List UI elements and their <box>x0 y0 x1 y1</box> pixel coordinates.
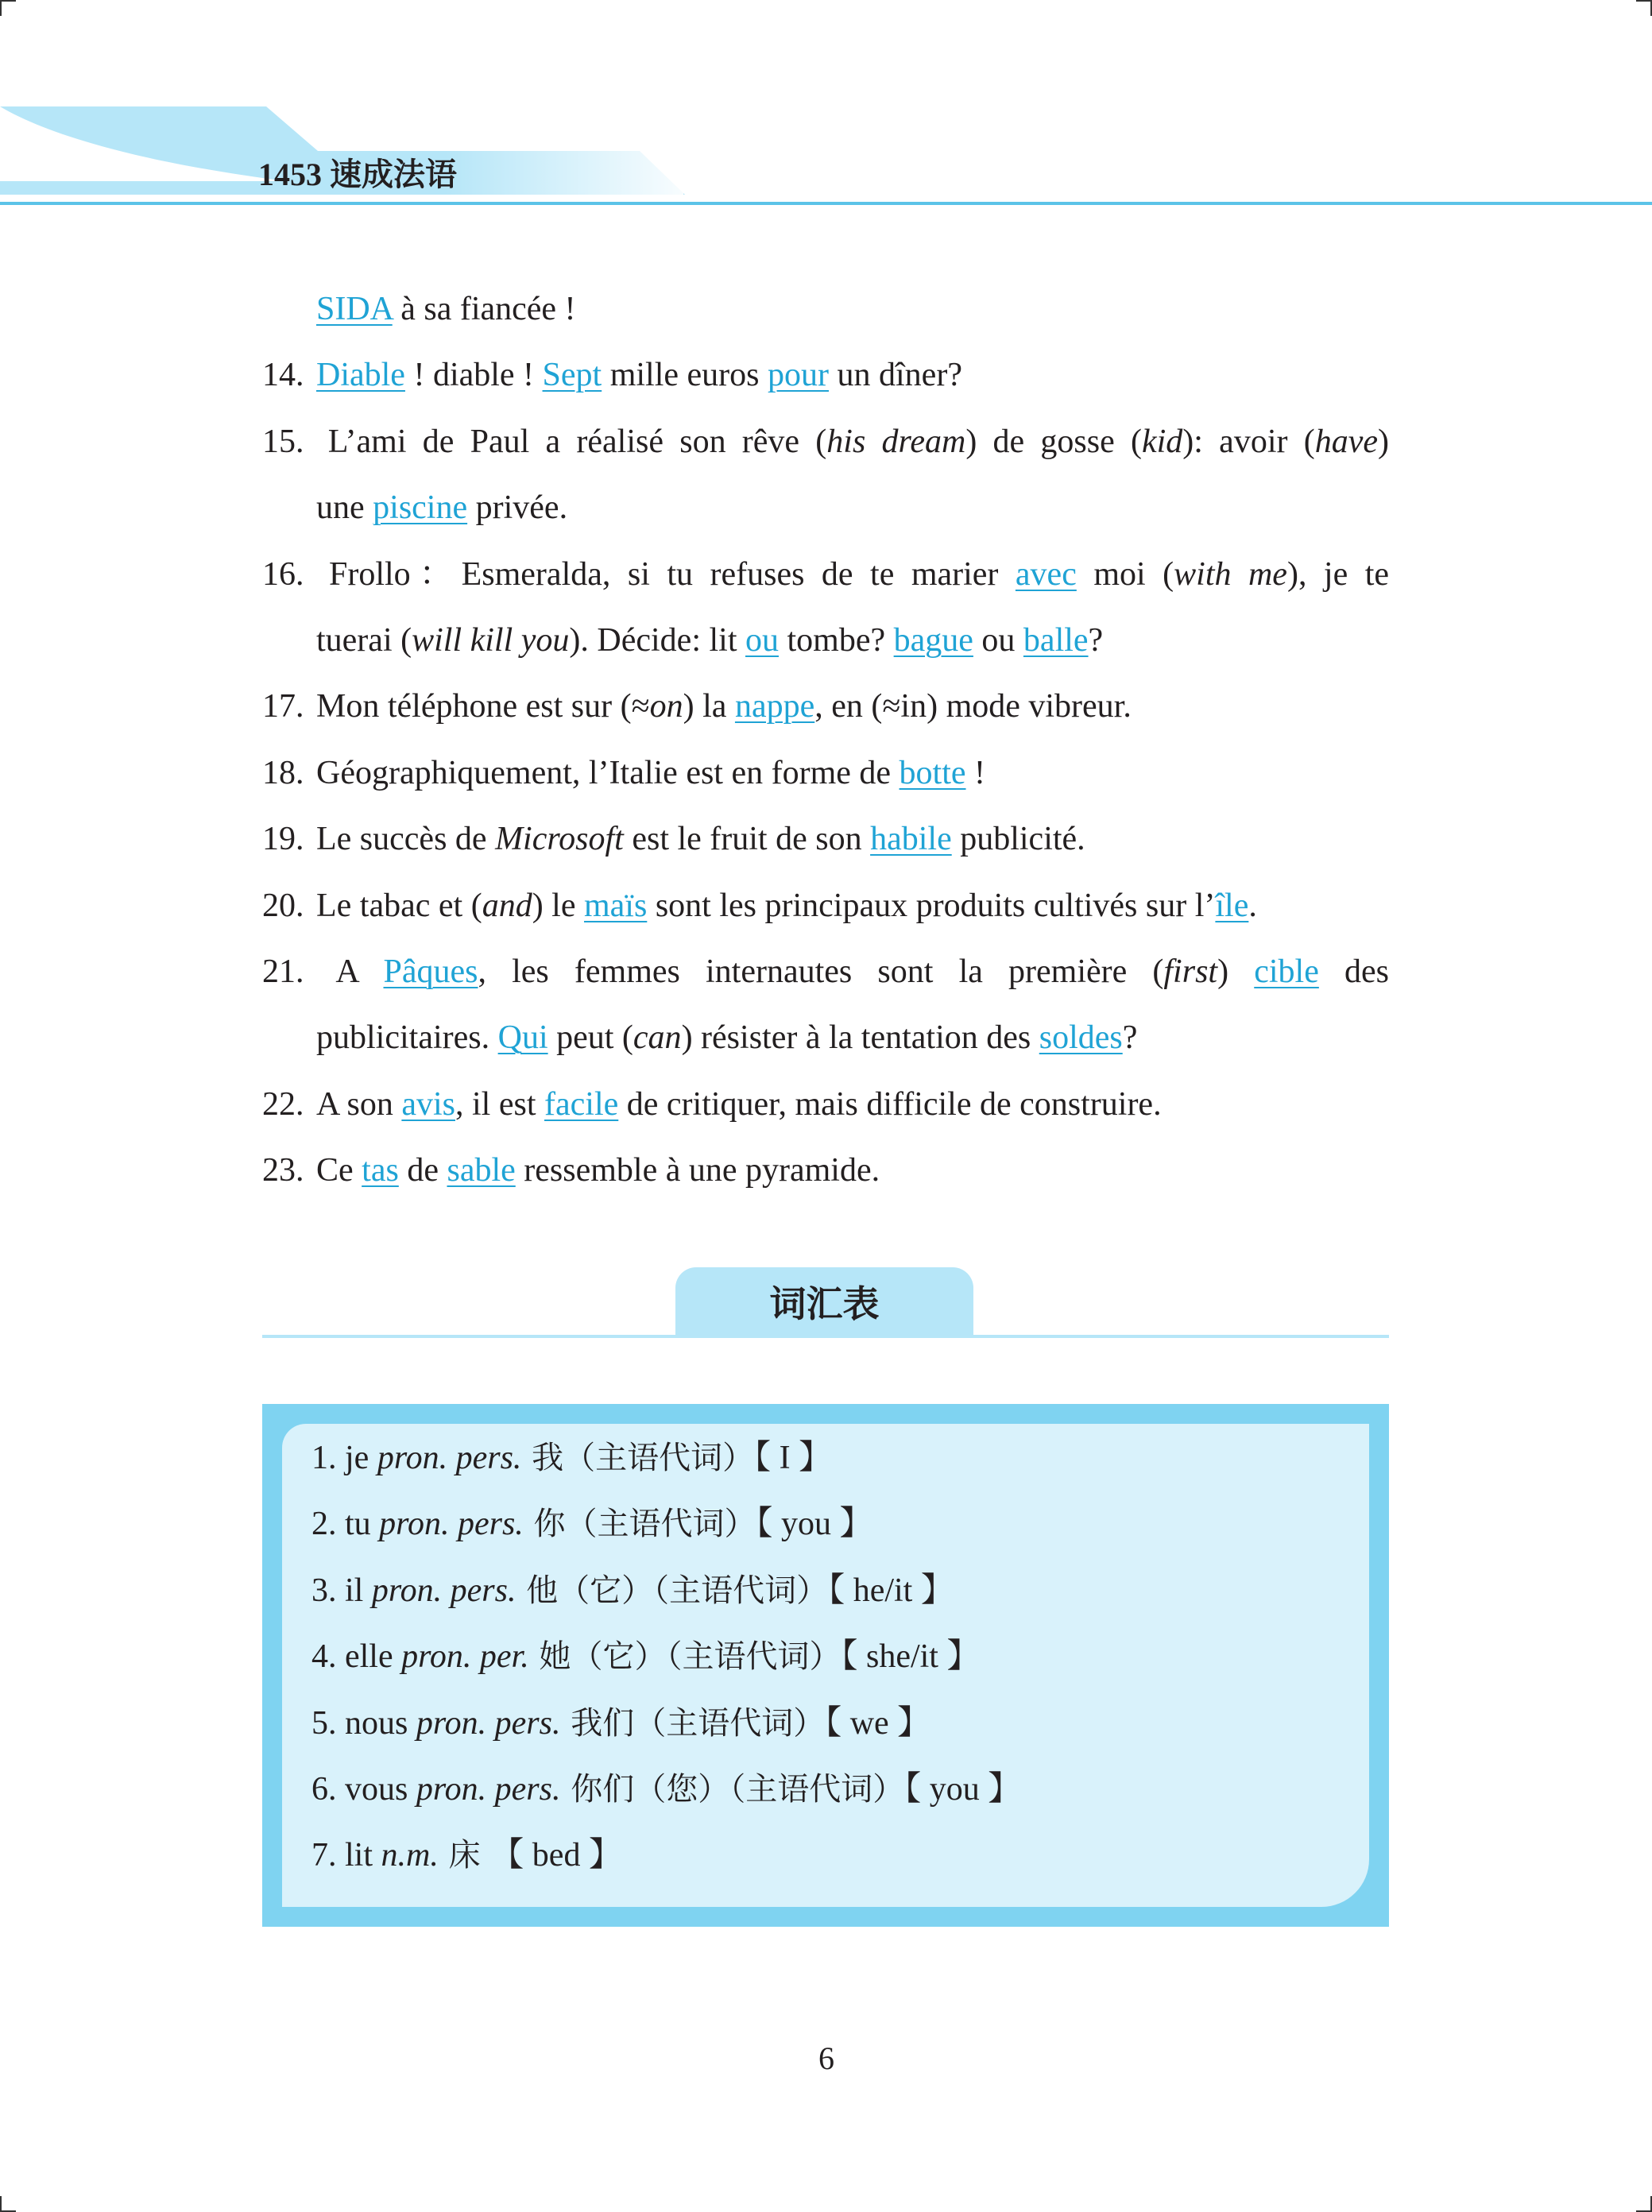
header-decoration <box>0 0 1652 215</box>
sentence-text: publicité. <box>951 821 1085 858</box>
sentence-text: Frollo：Esmeralda, si tu refuses de te marier <box>328 555 1016 593</box>
vocab-word: balle <box>1023 621 1089 659</box>
vocab-word: SIDA <box>316 291 393 327</box>
sentence-text: Le succès de <box>316 821 496 858</box>
vocab-word: île <box>1215 887 1249 924</box>
crop-mark-bottom-left-v <box>0 2196 2 2212</box>
vocab-pos: pron. pers. <box>371 1572 516 1609</box>
sentence-text: ) résister à la tentation des <box>681 1019 1039 1057</box>
sentence-18 <box>262 741 1389 806</box>
vocab-word: facile <box>544 1085 619 1123</box>
vocab-word: maïs <box>583 887 648 924</box>
sentence-text: est le fruit de son <box>623 821 871 858</box>
sentence-text: ! <box>965 754 986 791</box>
vocab-word: Qui <box>497 1019 548 1057</box>
vocab-english: 【 we 】 <box>825 1704 931 1742</box>
vocab-word: piscine <box>373 489 468 527</box>
vocab-chinese: 她（它）（主语代词） <box>528 1638 841 1676</box>
vocab-word: avis <box>401 1085 456 1123</box>
vocab-word: botte <box>899 754 966 791</box>
gloss: kid <box>1141 423 1183 460</box>
vocab-chinese: 他（它）（主语代词） <box>516 1572 829 1609</box>
vocab-headword: 2. tu <box>311 1506 380 1543</box>
sentence-text: de critiquer, mais difficile de construire. <box>618 1085 1162 1123</box>
vocab-word: sable <box>447 1152 516 1189</box>
sentence-text: moi ( <box>1076 555 1174 593</box>
sentence-text: publicitaires. <box>316 1019 498 1057</box>
vocab-chinese: 我们（主语代词） <box>560 1704 826 1742</box>
sentence-text: tombe? <box>779 621 894 659</box>
vocab-item <box>311 1691 1021 1757</box>
sentence-text: , il est <box>455 1085 545 1123</box>
sentence-text: une <box>316 489 373 527</box>
vocab-pos: pron. pers. <box>377 1440 522 1476</box>
sentence-23 <box>262 1138 1389 1204</box>
sentence-21-continued <box>262 1005 1389 1071</box>
gloss: Microsoft <box>495 821 624 858</box>
vocab-pos: pron. pers. <box>416 1704 561 1742</box>
sentence-text: ? <box>1088 621 1104 659</box>
sentence-number: 16. <box>262 555 304 593</box>
vocab-word: pour <box>768 357 830 394</box>
vocab-chinese: 我（主语代词） <box>521 1440 755 1476</box>
vocab-headword: 6. vous <box>311 1770 416 1808</box>
page-number: 6 <box>818 2040 834 2076</box>
vocab-english: 【 you 】 <box>904 1770 1022 1808</box>
vocab-pos: pron. pers. <box>416 1770 561 1808</box>
vocab-list <box>311 1425 1021 1889</box>
sentence-text: ou <box>973 621 1023 659</box>
sentence-text: tuerai ( <box>316 621 412 659</box>
sentence-14 <box>262 342 1389 408</box>
vocab-word: nappe <box>734 688 815 725</box>
vocab-box <box>262 1404 1389 1927</box>
sentence-16-continued <box>262 608 1389 674</box>
vocab-word: Diable <box>316 357 405 394</box>
vocab-box-inner <box>282 1424 1369 1907</box>
gloss: can <box>633 1019 682 1057</box>
vocab-chinese: 床 <box>438 1837 491 1874</box>
sentence-number: 22. <box>262 1085 304 1123</box>
vocab-word: avec <box>1015 555 1077 593</box>
vocab-item <box>311 1823 1021 1889</box>
sentence-text: de <box>398 1152 447 1189</box>
sentence-22 <box>262 1072 1389 1138</box>
vocab-chinese: 你们（您）（主语代词） <box>560 1770 905 1808</box>
gloss: and <box>482 887 532 924</box>
vocab-section-rule <box>262 1335 1389 1338</box>
sentence-text: un dîner? <box>829 357 962 394</box>
sentence-number: 19. <box>262 821 304 858</box>
sentence-text: ), je te <box>1286 555 1390 593</box>
book-title: 1453 速成法语 <box>258 157 457 192</box>
sentence-text: , en (≈in) mode vibreur. <box>814 688 1132 725</box>
vocab-word: soldes <box>1039 1019 1123 1057</box>
vocab-word: Pâques <box>383 953 478 990</box>
vocab-english: 【 I 】 <box>754 1440 833 1476</box>
sentence-13-continued <box>262 276 1389 342</box>
sentence-text: ) <box>1378 423 1389 460</box>
sentence-text: Le tabac et ( <box>316 887 482 924</box>
vocab-item <box>311 1624 1021 1690</box>
sentence-text: ) le <box>532 887 584 924</box>
vocab-section-title: 词汇表 <box>675 1267 973 1337</box>
vocab-pos: n.m. <box>381 1837 439 1874</box>
gloss: with me <box>1174 555 1287 593</box>
sentence-text: A <box>335 953 384 990</box>
sentence-21 <box>262 939 1389 1005</box>
sentence-text: des <box>1318 953 1389 990</box>
vocab-english: 【 you 】 <box>756 1506 873 1543</box>
vocab-headword: 1. je <box>311 1440 377 1476</box>
vocab-word: cible <box>1254 953 1319 990</box>
sentence-text: peut ( <box>547 1019 633 1057</box>
sentence-text: ) de gosse ( <box>965 423 1142 460</box>
sentence-number: 15. <box>262 423 304 460</box>
gloss: will kill you <box>412 621 570 659</box>
sentence-text: Ce <box>316 1152 362 1189</box>
sentence-number: 14. <box>262 357 304 394</box>
sentence-text: , les femmes internautes sont la première ( <box>478 953 1164 990</box>
vocab-headword: 3. il <box>311 1572 372 1609</box>
sentence-text: ). Décide: lit <box>569 621 745 659</box>
sentence-text: L’ami de Paul a réalisé son rêve ( <box>327 423 827 460</box>
gloss: his dream <box>826 423 966 460</box>
vocab-english: 【 he/it 】 <box>828 1572 954 1609</box>
sentence-17 <box>262 674 1389 740</box>
gloss: on <box>649 688 683 725</box>
sentence-text: A son <box>316 1085 402 1123</box>
sentence-text: ) <box>1217 953 1255 990</box>
sentence-text: Mon téléphone est sur (≈ <box>316 688 650 725</box>
vocab-pos: pron. pers. <box>379 1506 524 1543</box>
vocab-item <box>311 1757 1021 1823</box>
sentence-15 <box>262 409 1389 475</box>
sentence-text: ): avoir ( <box>1182 423 1315 460</box>
header-fade <box>445 106 683 195</box>
sentence-text: . <box>1248 887 1257 924</box>
sentence-number: 23. <box>262 1152 304 1189</box>
sentence-19 <box>262 806 1389 872</box>
vocab-word: Sept <box>542 357 602 394</box>
vocab-headword: 7. lit <box>311 1837 381 1874</box>
sentence-text: ressemble à une pyramide. <box>515 1152 880 1189</box>
sentence-number: 20. <box>262 887 304 924</box>
vocab-word: habile <box>870 821 952 858</box>
sentence-20 <box>262 873 1389 939</box>
vocab-word: tas <box>362 1152 399 1189</box>
sentence-text: ? <box>1122 1019 1138 1057</box>
header-rule <box>0 202 1652 205</box>
vocab-item <box>311 1558 1021 1624</box>
sentence-number: 21. <box>262 953 304 990</box>
sentence-16 <box>262 542 1389 608</box>
sentence-list <box>262 276 1389 1204</box>
gloss: have <box>1314 423 1378 460</box>
vocab-pos: pron. per. <box>401 1638 529 1676</box>
sentence-text: ! diable ! <box>404 357 543 394</box>
sentence-text: privée. <box>467 489 568 527</box>
sentence-15-continued <box>262 475 1389 541</box>
sentence-text: sont les principaux produits cultivés sur l’ <box>647 887 1216 924</box>
vocab-english: 【 bed 】 <box>490 1837 622 1874</box>
vocab-headword: 5. nous <box>311 1704 416 1742</box>
vocab-headword: 4. elle <box>311 1638 402 1676</box>
vocab-english: 【 she/it 】 <box>841 1638 981 1676</box>
gloss: first <box>1163 953 1218 990</box>
vocab-word: ou <box>745 621 779 659</box>
vocab-item <box>311 1491 1021 1557</box>
sentence-number: 17. <box>262 688 304 725</box>
vocab-word: bague <box>893 621 973 659</box>
sentence-text: à sa fiancée ! <box>392 291 576 327</box>
sentence-text: Géographiquement, l’Italie est en forme de <box>316 754 900 791</box>
vocab-item <box>311 1425 1021 1491</box>
sentence-text: mille euros <box>602 357 768 394</box>
sentence-number: 18. <box>262 754 304 791</box>
vocab-chinese: 你（主语代词） <box>523 1506 756 1543</box>
sentence-text: ) la <box>683 688 735 725</box>
